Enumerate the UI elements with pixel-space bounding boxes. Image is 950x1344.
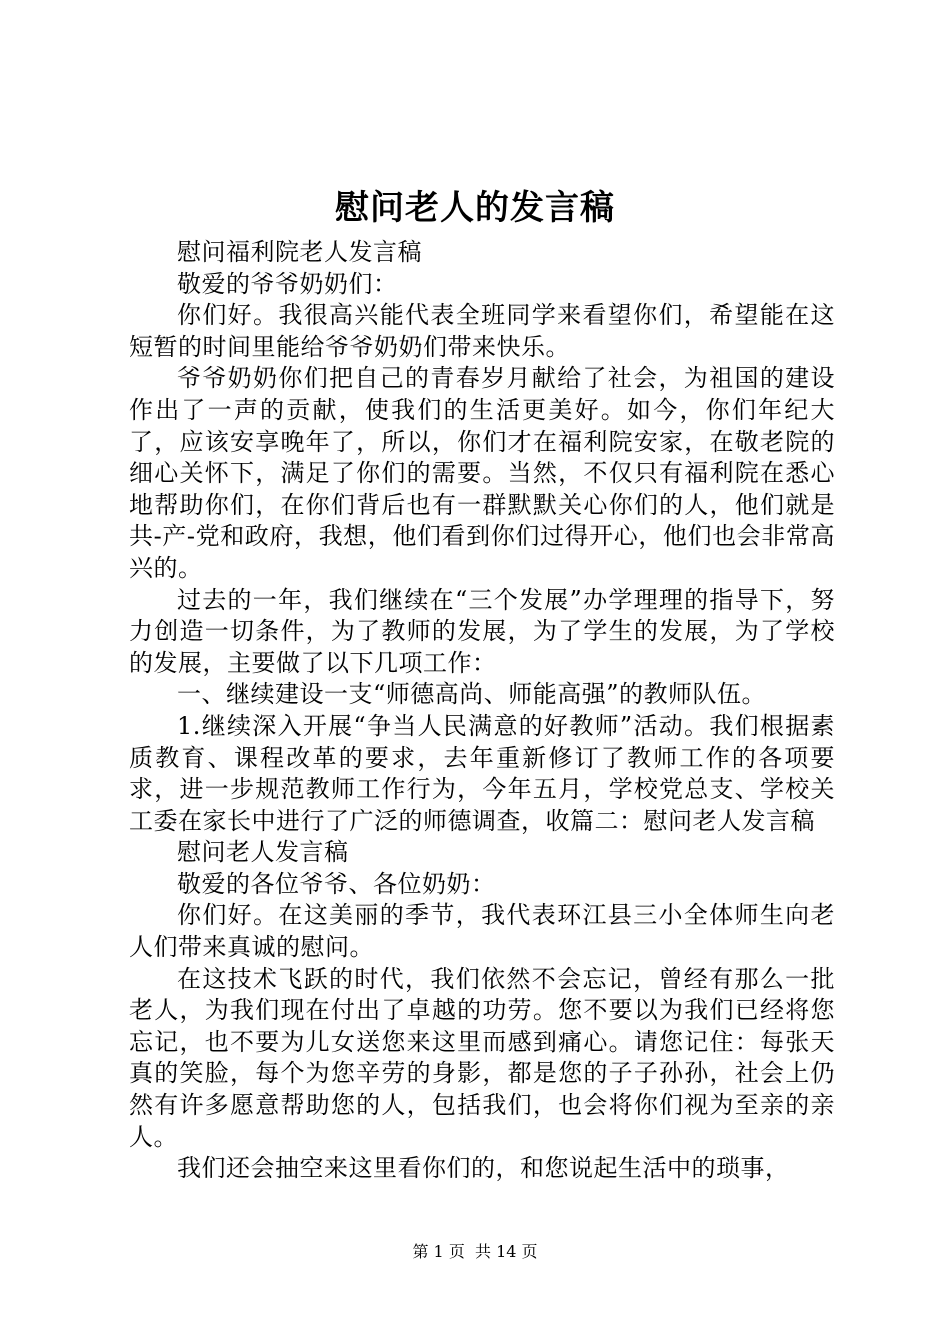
paragraph: 在这技术飞跃的时代，我们依然不会忘记，曾经有那么一批老人，为我们现在付出了卓越的功劳。您不要以为我们已经将您忘记，也不要为儿女送您来这里而感到痛心。请您记住：每张天真的笑脸，每个为您辛劳的身影，都是您的子子孙孙，社会上仍然有许多愿意帮助您的人，包括我们，也会将你们视为至亲的亲人。 [129, 964, 835, 1151]
page-number-footer: 第 1 页 共 14 页 [412, 1242, 538, 1261]
paragraph: 你们好。在这美丽的季节，我代表环江县三小全体师生向老人们带来真诚的慰问。 [129, 901, 835, 962]
paragraph-salutation-1: 敬爱的爷爷奶奶们： [177, 269, 398, 298]
paragraph: 一、继续建设一支“师德高尚、师能高强”的教师队伍。 [177, 680, 767, 709]
document-body [129, 237, 835, 1185]
paragraph-heading-2: 慰问老人发言稿 [177, 838, 349, 867]
document-title: 慰问老人的发言稿 [335, 188, 615, 228]
paragraph: 爷爷奶奶你们把自己的青春岁月献给了社会，为祖国的建设作出了一声的贡献，使我们的生活更美好。如今，你们年纪大了，应该安享晚年了，所以，你们才在福利院安家，在敬老院的细心关怀下，满足了你们的需要。当然，不仅只有福利院在悉心地帮助你们，在你们背后也有一群默默关心你们的人，他们就是共-产-党和政府，我想，他们看到你们过得开心，他们也会非常高兴的。 [129, 364, 835, 582]
paragraph: 你们好。我很高兴能代表全班同学来看望你们，希望能在这短暂的时间里能给爷爷奶奶们带来快乐。 [129, 301, 835, 361]
paragraph: 过去的一年，我们继续在“三个发展”办学理理的指导下，努力创造一切条件，为了教师的发展，为了学生的发展，为了学校的发展，主要做了以下几项工作： [129, 585, 835, 677]
paragraph-salutation-2: 敬爱的各位爷爷、各位奶奶： [177, 869, 496, 898]
paragraph-heading-1: 慰问福利院老人发言稿 [177, 238, 422, 266]
paragraph: 我们还会抽空来这里看你们的，和您说起生活中的琐事， [177, 1154, 790, 1183]
paragraph: 1.继续深入开展“争当人民满意的好教师”活动。我们根据素质教育、课程改革的要求，去年重新修订了教师工作的各项要求，进一步规范教师工作行为，今年五月，学校党总支、学校关工委在家长中进行了广泛的师德调查，收篇二：慰问老人发言稿 [129, 711, 835, 835]
